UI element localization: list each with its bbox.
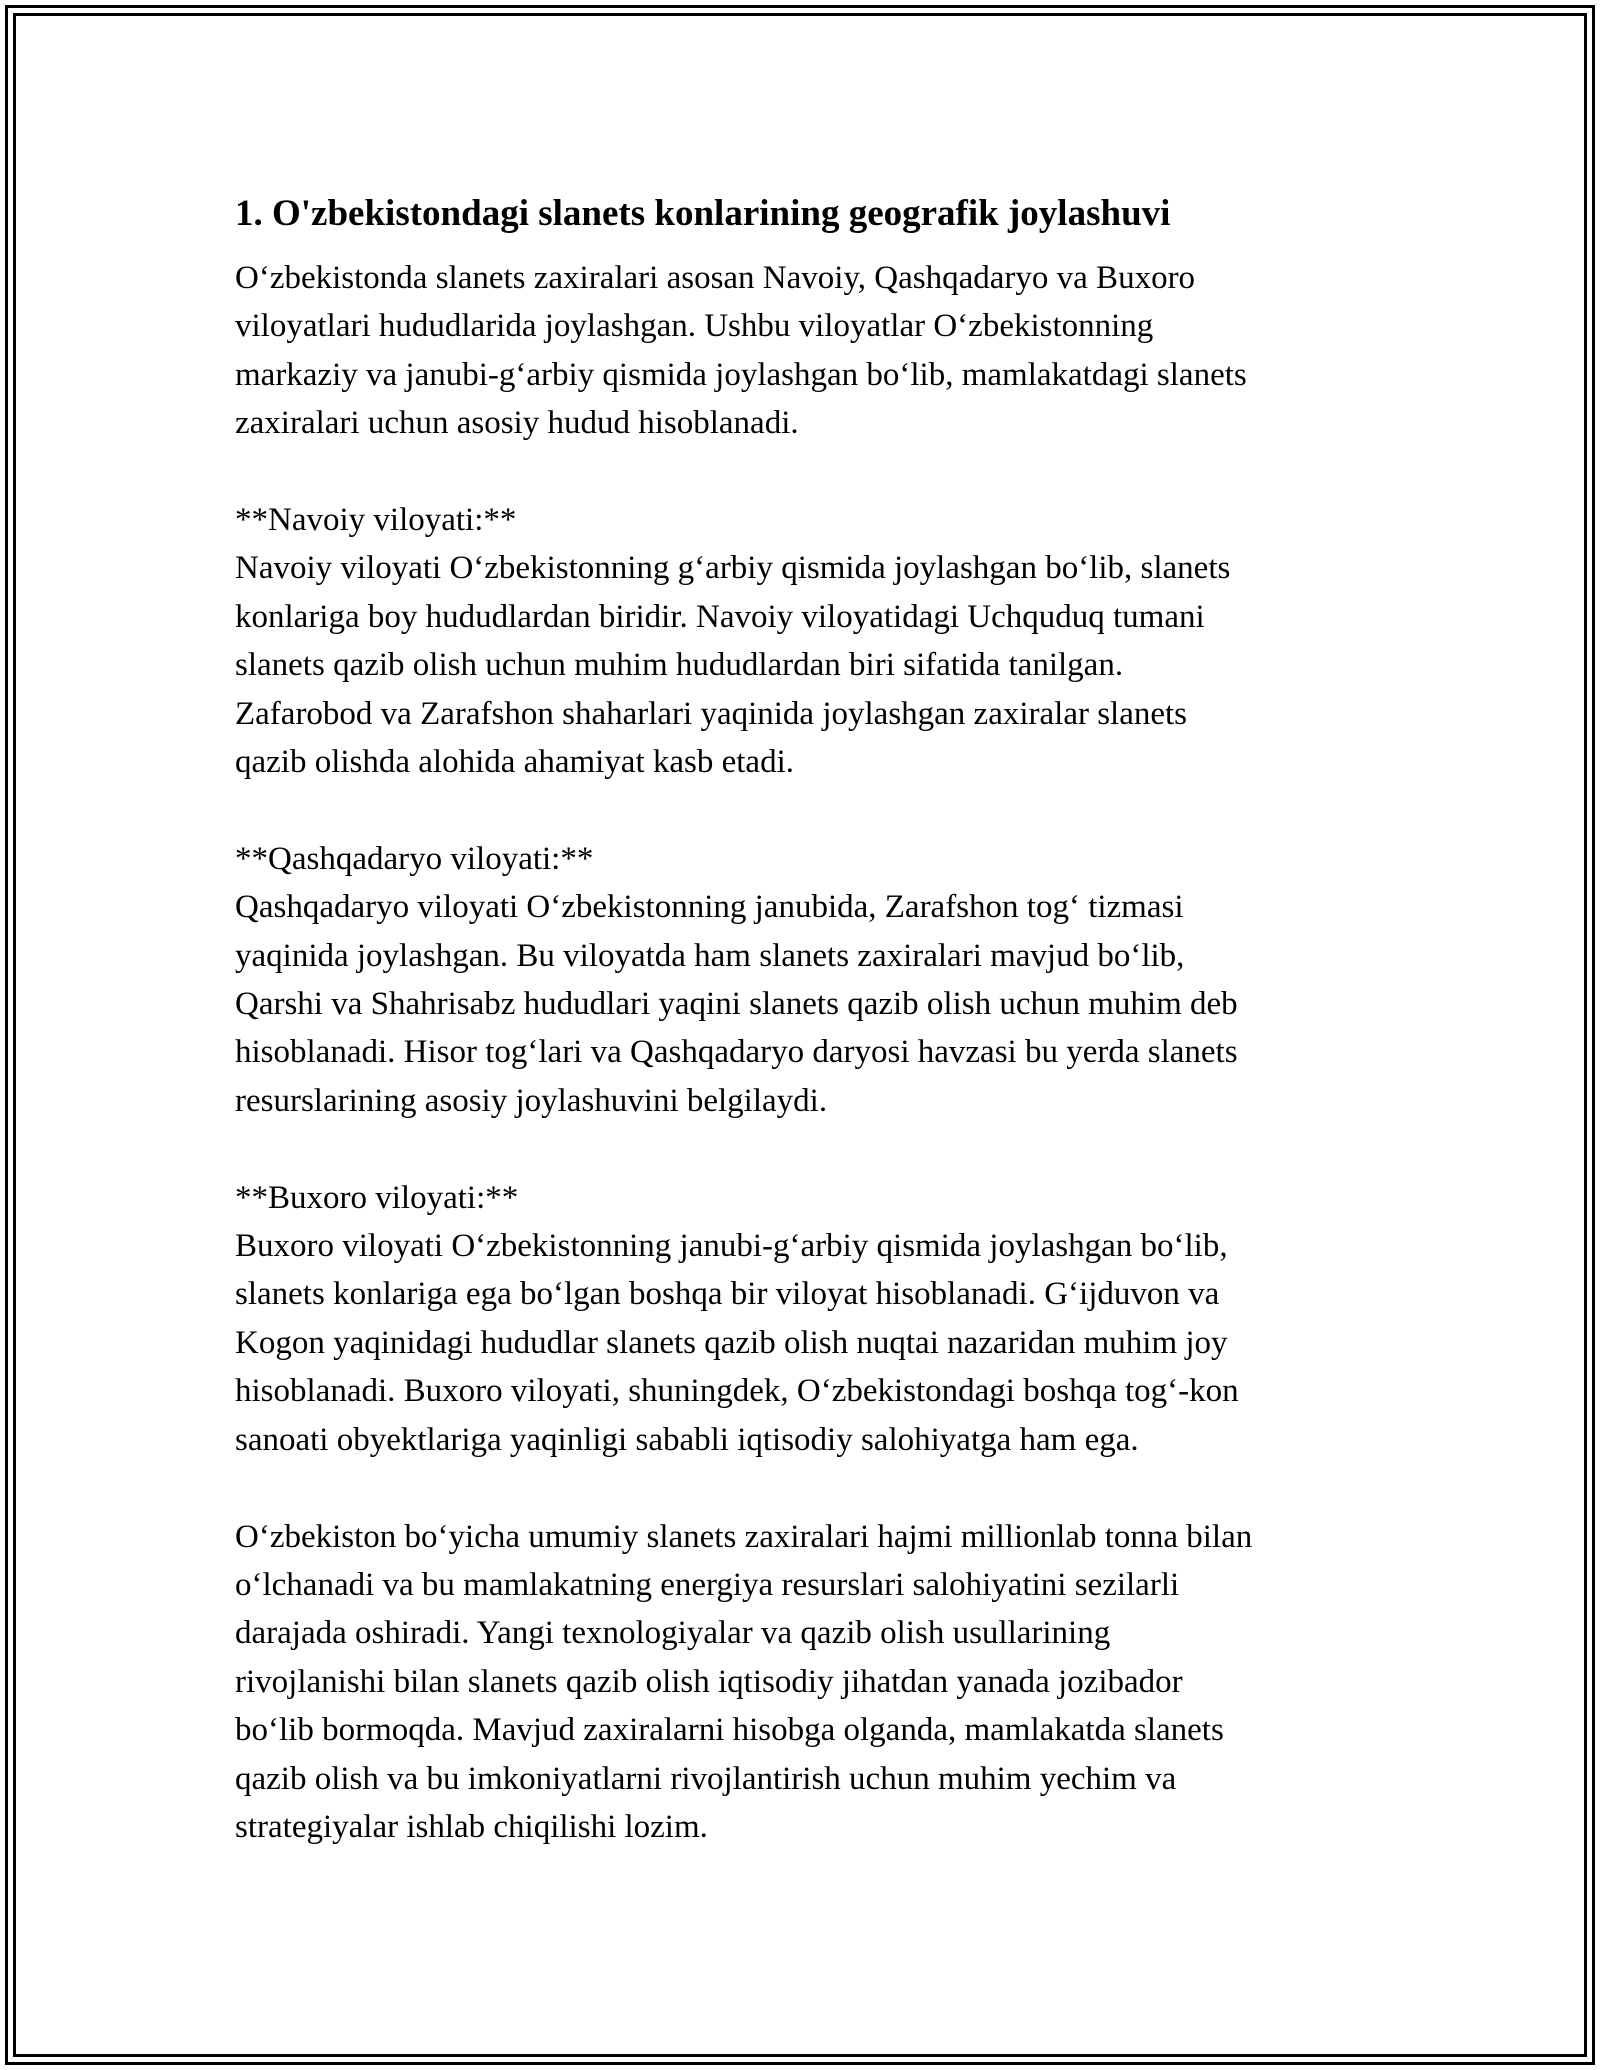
text-line: qazib olishda alohida ahamiyat kasb etadi. <box>235 744 794 781</box>
text-line: Navoiy viloyati O‘zbekistonning g‘arbiy qismida joylashgan bo‘lib, slanets <box>235 550 1231 587</box>
text-line: yaqinida joylashgan. Bu viloyatda ham slanets zaxiralari mavjud bo‘lib, <box>235 937 1185 974</box>
text-line: resurslarining asosiy joylashuvini belgilaydi. <box>235 1082 828 1119</box>
text-line: O‘zbekistonda slanets zaxiralari asosan Navoiy, Qashqadaryo va Buxoro <box>235 260 1196 296</box>
text-line: hisoblanadi. Buxoro viloyati, shuningdek, O‘zbekistondagi boshqa tog‘-kon <box>235 1373 1239 1410</box>
text-line: zaxiralari uchun asosiy hudud hisoblanadi. <box>235 405 799 442</box>
intro-paragraph <box>235 254 1395 448</box>
qashqadaryo-title: **Qashqadaryo viloyati:** <box>235 840 594 877</box>
text-line: darajada oshiradi. Yangi texnologiyalar va qazib olish usullarining <box>235 1615 1111 1652</box>
text-line: bo‘lib bormoqda. Mavjud zaxiralarni hisobga olganda, mamlakatda slanets <box>235 1712 1224 1749</box>
qashqadaryo-section <box>235 835 1395 1125</box>
text-line: o‘lchanadi va bu mamlakatning energiya resurslari salohiyatini sezilarli <box>235 1566 1180 1603</box>
text-line: Qashqadaryo viloyati O‘zbekistonning janubida, Zarafshon tog‘ tizmasi <box>235 889 1184 926</box>
section-heading: 1. O'zbekistondagi slanets konlarining geografik joylashuvi <box>235 193 1171 234</box>
text-line: slanets konlariga ega bo‘lgan boshqa bir viloyat hisoblanadi. G‘ijduvon va <box>235 1276 1220 1313</box>
text-line: markaziy va janubi-g‘arbiy qismida joylashgan bo‘lib, mamlakatdagi slanets <box>235 356 1247 393</box>
paragraph-gap <box>235 1464 1395 1512</box>
text-line: Kogon yaqinidagi hududlar slanets qazib olish nuqtai nazaridan muhim joy <box>235 1324 1228 1361</box>
document-body <box>235 186 1395 1851</box>
navoiy-section <box>235 496 1395 786</box>
text-line: sanoati obyektlariga yaqinligi sababli iqtisodiy salohiyatga ham ega. <box>235 1421 1139 1458</box>
text-line: konlariga boy hududlardan biridir. Navoiy viloyatidagi Uchquduq tumani <box>235 598 1205 635</box>
paragraph-gap <box>235 1125 1395 1173</box>
text-line: viloyatlari hududlarida joylashgan. Ushbu viloyatlar O‘zbekistonning <box>235 308 1154 345</box>
text-line: rivojlanishi bilan slanets qazib olish iqtisodiy jihatdan yanada jozibador <box>235 1663 1183 1700</box>
text-line: Qarshi va Shahrisabz hududlari yaqini slanets qazib olish uchun muhim deb <box>235 986 1238 1023</box>
buxoro-title: **Buxoro viloyati:** <box>235 1179 519 1216</box>
text-line: Buxoro viloyati O‘zbekistonning janubi-g‘arbiy qismida joylashgan bo‘lib, <box>235 1228 1228 1265</box>
buxoro-section <box>235 1174 1395 1464</box>
conclusion-paragraph <box>235 1513 1395 1852</box>
text-line: O‘zbekiston bo‘yicha umumiy slanets zaxiralari hajmi millionlab tonna bilan <box>235 1518 1253 1555</box>
text-line: hisoblanadi. Hisor tog‘lari va Qashqadaryo daryosi havzasi bu yerda slanets <box>235 1034 1238 1071</box>
text-line: strategiyalar ishlab chiqilishi lozim. <box>235 1808 708 1845</box>
paragraph-gap <box>235 448 1395 496</box>
text-line: qazib olish va bu imkoniyatlarni rivojlantirish uchun muhim yechim va <box>235 1760 1177 1797</box>
paragraph-gap <box>235 786 1395 834</box>
navoiy-title: **Navoiy viloyati:** <box>235 502 517 539</box>
text-line: Zafarobod va Zarafshon shaharlari yaqinida joylashgan zaxiralar slanets <box>235 695 1188 732</box>
text-line: slanets qazib olish uchun muhim hududlardan biri sifatida tanilgan. <box>235 647 1124 684</box>
